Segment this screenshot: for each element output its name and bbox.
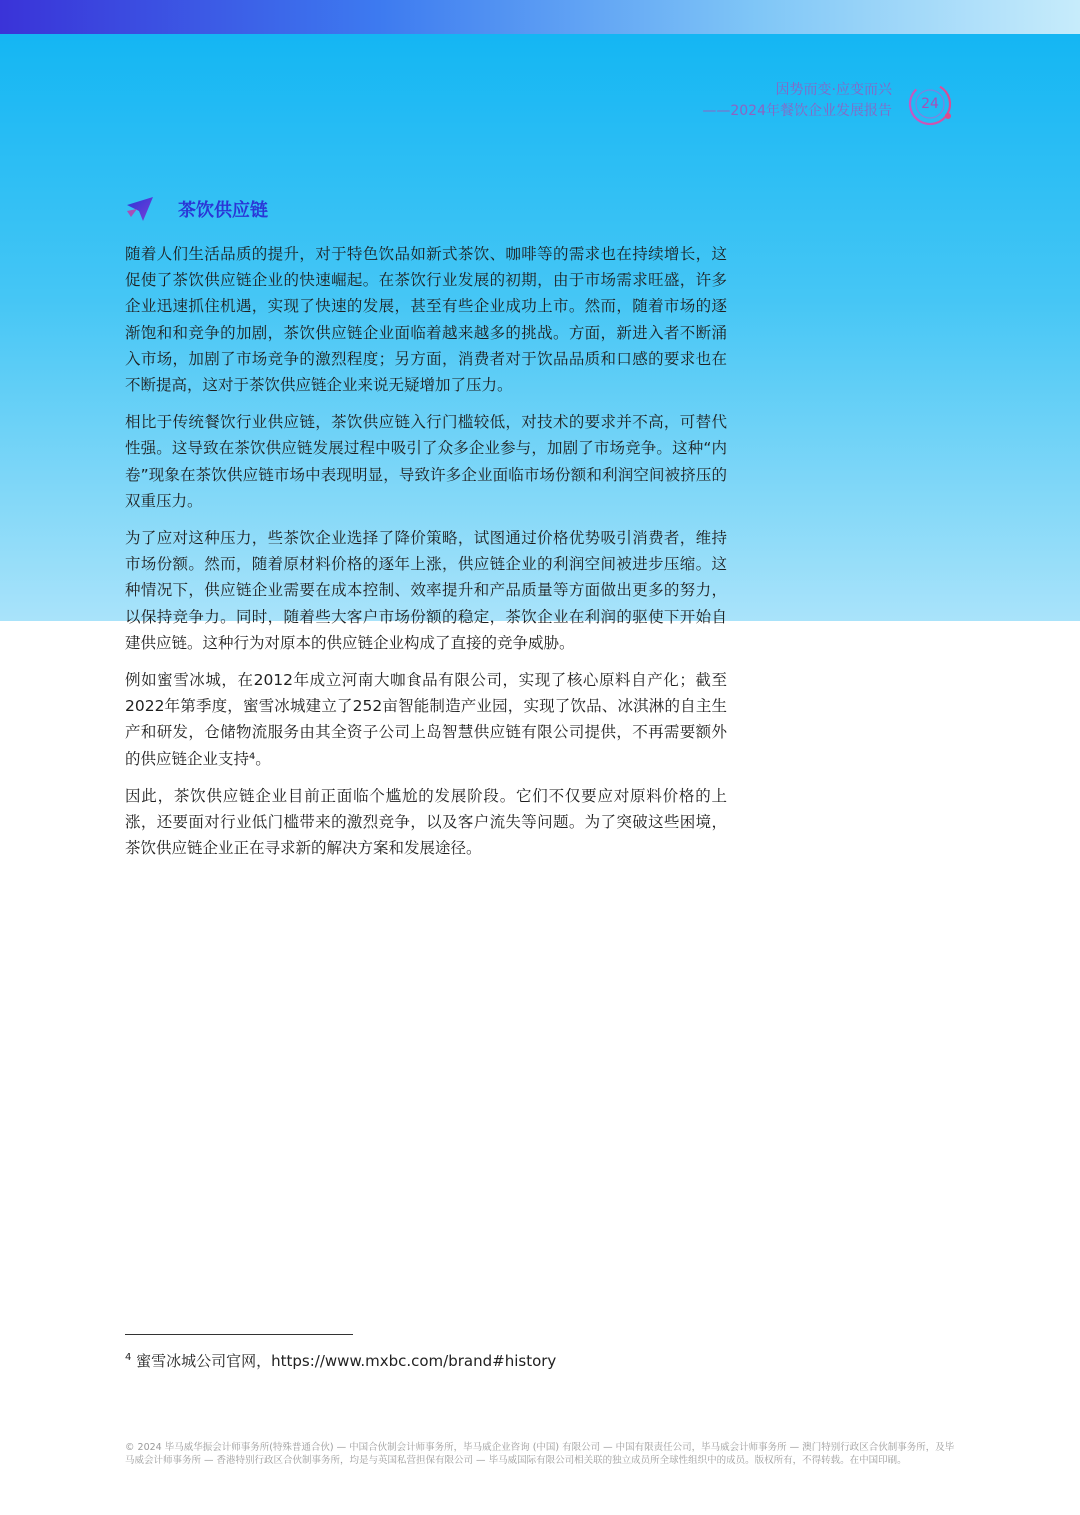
page-number-badge	[906, 80, 954, 128]
paragraph: 例如蜜雪冰城，在2012年成立河南大咖食品有限公司，实现了核心原料自产化；截至2022年第季度，蜜雪冰城建立了252亩智能制造产业园，实现了饮品、冰淇淋的自主生产和研发，仓储物流服务由其全资子公司上岛智慧供应链有限公司提供，不再需要额外的供应链企业支持⁴。	[125, 671, 727, 768]
report-header-line1: 因势而变·应变而兴	[775, 82, 892, 98]
footnote-divider	[125, 1334, 353, 1335]
section-title: 茶饮供应链	[178, 200, 268, 221]
page-number: 24	[921, 96, 939, 112]
top-gradient-bar	[0, 0, 1080, 34]
paragraph: 因此，茶饮供应链企业目前正面临个尴尬的发展阶段。它们不仅要应对原料价格的上涨，还要面对行业低门槛带来的激烈竞争，以及客户流失等问题。为了突破这些困境，茶饮供应链企业正在寻求新的解决方案和发展途径。	[125, 786, 727, 858]
article-body	[125, 241, 727, 872]
paragraph: 相比于传统餐饮行业供应链，茶饮供应链入行门槛较低，对技术的要求并不高，可替代性强。这导致在茶饮供应链发展过程中吸引了众多企业参与，加剧了市场竞争。这种“内卷”现象在茶饮供应链市场中表现明显，导致许多企业面临市场份额和利润空间被挤压的双重压力。	[125, 413, 727, 510]
footnote-text: 蜜雪冰城公司官网，https://www.mxbc.com/brand#history	[131, 1352, 557, 1370]
section-heading	[125, 192, 268, 226]
footnote	[125, 1350, 556, 1371]
paper-plane-icon	[125, 195, 155, 223]
footnote-marker: 4	[125, 1352, 132, 1363]
report-header-line2: ——2024年餐饮企业发展报告	[702, 103, 892, 119]
paragraph: 随着人们生活品质的提升，对于特色饮品如新式茶饮、咖啡等的需求也在持续增长，这促使了茶饮供应链企业的快速崛起。在茶饮行业发展的初期，由于市场需求旺盛，许多企业迅速抓住机遇，实现了快速的发展，甚至有些企业成功上市。然而，随着市场的逐渐饱和和竞争的加剧，茶饮供应链企业面临着越来越多的挑战。方面，新进入者不断涌入市场，加剧了市场竞争的激烈程度；另方面，消费者对于饮品品质和口感的要求也在不断提高，这对于茶饮供应链企业来说无疑增加了压力。	[125, 245, 727, 395]
report-header	[702, 80, 892, 122]
copyright-notice: © 2024 毕马威华振会计师事务所(特殊普通合伙) — 中国合伙制会计师事务所，毕马威企业咨询 (中国) 有限公司 — 中国有限责任公司，毕马威会计师事务所 — 澳门特别行政区合伙制事务所，及毕马威会计师事务所 — 香港特别行政区合伙制事务所，均是与英国私营担保有限公司 — 毕马威国际有限公司相关联的独立成员所全球性组织中的成员。版权所有，不得转载。在中国印刷。	[125, 1442, 955, 1466]
paragraph: 为了应对这种压力，些茶饮企业选择了降价策略，试图通过价格优势吸引消费者，维持市场份额。然而，随着原材料价格的逐年上涨，供应链企业的利润空间被进步压缩。这种情况下，供应链企业需要在成本控制、效率提升和产品质量等方面做出更多的努力，以保持竞争力。同时，随着些大客户市场份额的稳定，茶饮企业在利润的驱使下开始自建供应链。这种行为对原本的供应链企业构成了直接的竞争威胁。	[125, 529, 727, 652]
